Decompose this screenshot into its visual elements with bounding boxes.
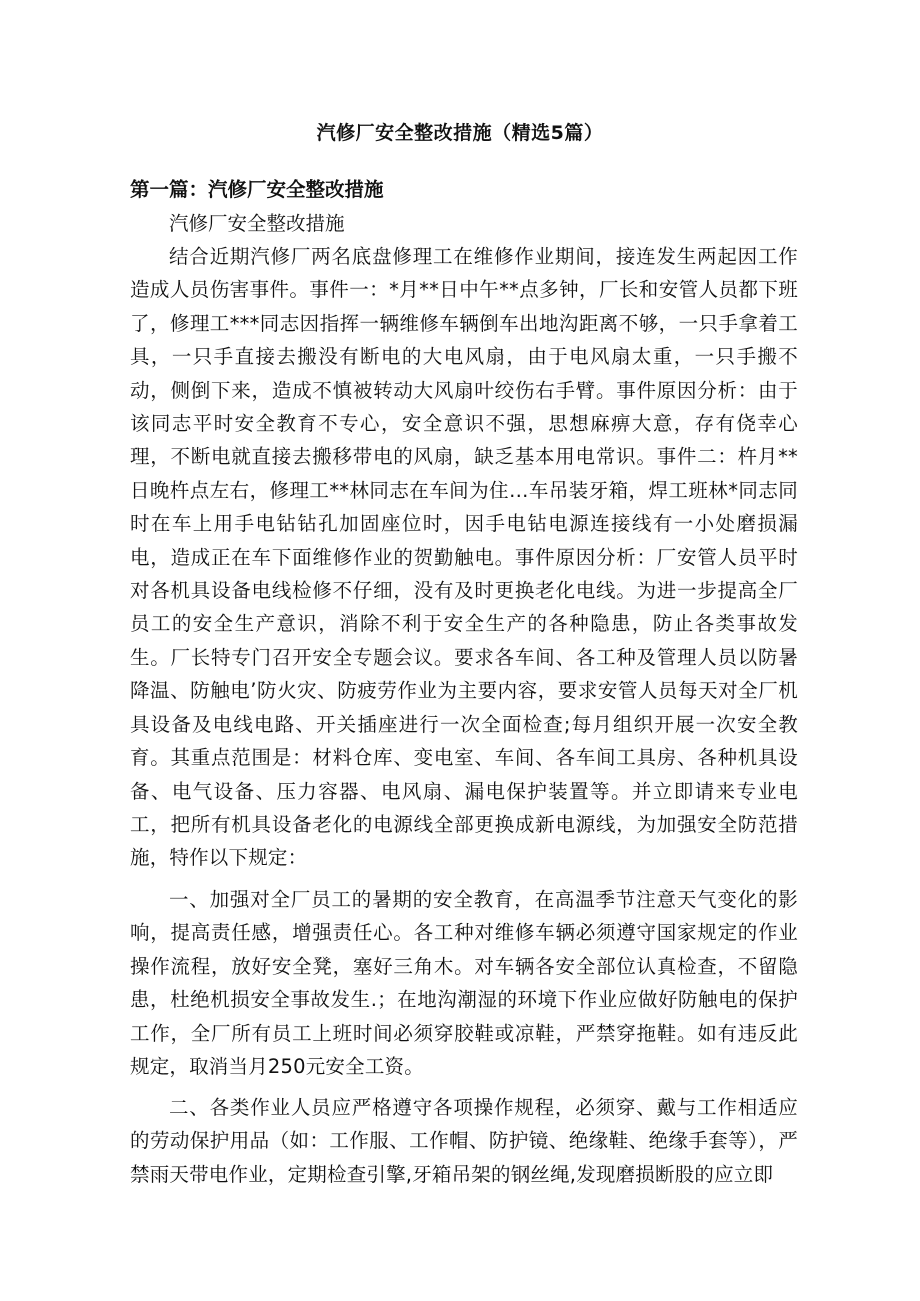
document-title: 汽修厂安全整改措施（精选5篇） [316,122,604,144]
section-subtitle: 汽修厂安全整改措施 [169,212,345,235]
section-heading: 第一篇：汽修厂安全整改措施 [130,178,384,201]
paragraph-rule-two: 二、各类作业人员应严格遵守各项操作规程，必须穿、戴与工作相适应的劳动保护用品（如：工作服、工作帽、防护镜、绝缘鞋、绝缘手套等），严禁雨天带电作业，定期检查引擎,牙箱吊架的钢丝绳,发现磨损断股的应立即 [130,1096,798,1186]
paragraph-rule-one: 一、加强对全厂员工的暑期的安全教育，在高温季节注意天气变化的影响，提高责任感，增强责任心。各工种对维修车辆必须遵守国家规定的作业操作流程，放好安全凳，塞好三角木。对车辆各安全部位认真检查，不留隐患，杜绝机损安全事故发生.；在地沟潮湿的环境下作业应做好防触电的保护工作，全厂所有员工上班时间必须穿胶鞋或凉鞋，严禁穿拖鞋。如有违反此规定，取消当月250元安全工资。 [130,888,798,1079]
paragraph-incident-summary: 结合近期汽修厂两名底盘修理工在维修作业期间，接连发生两起因工作造成人员伤害事件。事件一：*月**日中午**点多钟，厂长和安管人员都下班了，修理工***同志因指挥一辆维修车辆倒车出地沟距离不够，一只手拿着工具，一只手直接去搬没有断电的大电风扇，由于电风扇太重，一只手搬不动，侧倒下来，造成不慎被转动大风扇叶绞伤右手臂。事件原因分析：由于该同志平时安全教育不专心，安全意识不强，思想麻痹大意，存有侥幸心理，不断电就直接去搬移带电的风扇，缺乏基本用电常识。事件二：杵月**日晚杵点左右，修理工**林同志在车间为住…车吊装牙箱，焊工班林*同志同时在车上用手电钻钻孔加固座位时，因手电钻电源连接线有一小处磨损漏电，造成正在车下面维修作业的贺勤触电。事件原因分析：厂安管人员平时对各机具设备电线检修不仔细，没有及时更换老化电线。为进一步提高全厂员工的安全生产意识，消除不利于安全生产的各种隐患，防止各类事故发生。厂长特专门召开安全专题会议。要求各车间、各工种及管理人员以防暑降温、防触电’防火灾、防疲劳作业为主要内容，要求安管人员每天对全厂机具设备及电线电路、开关插座进行一次全面检查;每月组织开展一次安全教育。其重点范围是：材料仓库、变电室、车间、各车间工具房、各种机具设备、电气设备、压力容器、电风扇、漏电保护装置等。并立即请来专业电工，把所有机具设备老化的电源线全部更换成新电源线，为加强安全防范措施，特作以下规定： [130,245,798,870]
